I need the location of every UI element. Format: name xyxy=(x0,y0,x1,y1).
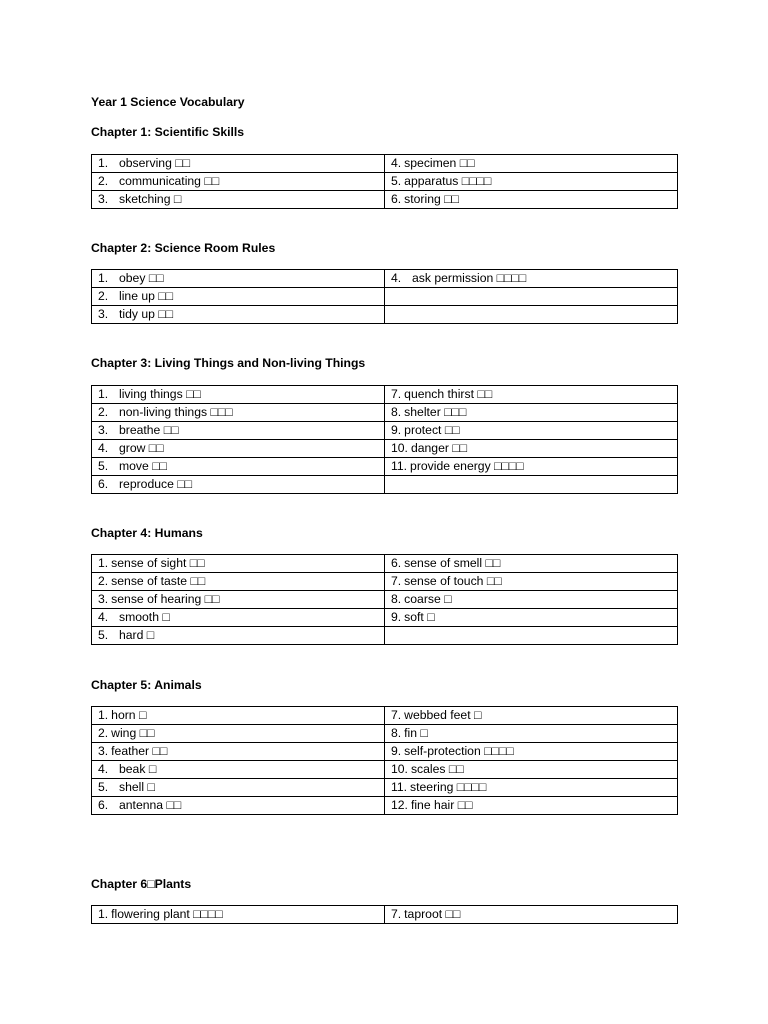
chapter-heading: Chapter 6□Plants xyxy=(91,877,192,891)
vocab-cell xyxy=(385,761,678,779)
vocab-number: 8. xyxy=(391,405,402,419)
vocab-term: shelter □□□ xyxy=(404,405,467,419)
vocab-term: shell □ xyxy=(119,780,155,794)
vocab-term: sense of hearing □□ xyxy=(111,592,220,606)
vocab-number: 11. xyxy=(391,459,408,473)
table-row xyxy=(92,288,678,306)
vocab-cell xyxy=(92,725,385,743)
table-row xyxy=(92,797,678,815)
vocab-term: provide energy □□□□ xyxy=(410,459,524,473)
table-row xyxy=(92,779,678,797)
vocab-cell xyxy=(385,404,678,422)
vocab-cell xyxy=(92,440,385,458)
table-row xyxy=(92,191,678,209)
vocab-term: observing □□ xyxy=(119,156,190,170)
vocab-table xyxy=(91,269,678,324)
table-row xyxy=(92,155,678,173)
vocab-number: 3. xyxy=(98,307,109,321)
vocab-table xyxy=(91,706,678,815)
table-row xyxy=(92,173,678,191)
vocab-term: hard □ xyxy=(119,628,155,642)
vocab-cell xyxy=(385,609,678,627)
table-row xyxy=(92,440,678,458)
vocab-number: 8. xyxy=(391,726,402,740)
table-row xyxy=(92,422,678,440)
table-row xyxy=(92,906,678,924)
vocab-term: scales □□ xyxy=(410,762,464,776)
table-row xyxy=(92,386,678,404)
vocab-cell xyxy=(385,191,678,209)
chapter-heading: Chapter 4: Humans xyxy=(91,526,203,540)
vocab-number: 3. xyxy=(98,744,109,758)
table-row xyxy=(92,609,678,627)
vocab-term: soft □ xyxy=(404,610,435,624)
vocab-cell xyxy=(92,422,385,440)
vocab-term: sense of smell □□ xyxy=(404,556,501,570)
vocab-cell xyxy=(92,191,385,209)
vocab-number: 11. xyxy=(391,780,408,794)
vocab-term: sketching □ xyxy=(119,192,182,206)
vocab-term: living things □□ xyxy=(119,387,201,401)
vocab-term: beak □ xyxy=(119,762,157,776)
vocab-term: webbed feet □ xyxy=(404,708,482,722)
vocab-number: 5. xyxy=(391,174,402,188)
vocab-number: 3. xyxy=(98,423,109,437)
vocab-number: 1. xyxy=(98,156,109,170)
vocab-cell xyxy=(92,906,385,924)
table-row xyxy=(92,404,678,422)
vocab-term: taproot □□ xyxy=(404,907,461,921)
vocab-cell xyxy=(385,591,678,609)
vocab-term: quench thirst □□ xyxy=(404,387,493,401)
vocab-cell xyxy=(92,288,385,306)
vocab-term: antenna □□ xyxy=(119,798,182,812)
vocab-cell xyxy=(385,573,678,591)
vocab-term: specimen □□ xyxy=(404,156,475,170)
vocab-table xyxy=(91,154,678,209)
vocab-number: 7. xyxy=(391,574,402,588)
vocab-term: self-protection □□□□ xyxy=(404,744,514,758)
table-row xyxy=(92,476,678,494)
table-row xyxy=(92,707,678,725)
vocab-cell xyxy=(92,270,385,288)
vocab-number: 2. xyxy=(98,574,109,588)
vocab-number: 1. xyxy=(98,387,109,401)
vocab-cell xyxy=(385,743,678,761)
vocab-term: wing □□ xyxy=(111,726,155,740)
vocab-cell xyxy=(92,173,385,191)
vocab-cell xyxy=(92,404,385,422)
vocab-number: 2. xyxy=(98,726,109,740)
table-row xyxy=(92,591,678,609)
vocab-term: steering □□□□ xyxy=(410,780,487,794)
vocab-term: obey □□ xyxy=(119,271,164,285)
vocab-number: 9. xyxy=(391,610,402,624)
vocab-cell xyxy=(385,306,678,324)
table-row xyxy=(92,306,678,324)
vocab-number: 5. xyxy=(98,628,109,642)
table-row xyxy=(92,458,678,476)
vocab-term: move □□ xyxy=(119,459,167,473)
vocab-number: 1. xyxy=(98,556,109,570)
vocab-number: 10. xyxy=(391,441,408,455)
vocab-cell xyxy=(385,555,678,573)
vocab-cell xyxy=(385,155,678,173)
vocab-number: 1. xyxy=(98,708,109,722)
table-row xyxy=(92,725,678,743)
table-row xyxy=(92,573,678,591)
vocab-cell xyxy=(92,155,385,173)
vocab-cell xyxy=(92,627,385,645)
vocab-cell xyxy=(385,906,678,924)
vocab-term: fine hair □□ xyxy=(410,798,473,812)
vocab-cell xyxy=(385,422,678,440)
vocab-number: 6. xyxy=(98,477,109,491)
vocab-term: sense of taste □□ xyxy=(111,574,206,588)
vocab-term: coarse □ xyxy=(404,592,452,606)
vocab-number: 4. xyxy=(391,271,402,285)
chapter-heading: Chapter 3: Living Things and Non-living Things xyxy=(91,356,366,370)
vocab-cell xyxy=(385,386,678,404)
vocab-cell xyxy=(92,779,385,797)
vocab-term: line up □□ xyxy=(119,289,174,303)
vocab-table xyxy=(91,554,678,645)
vocab-cell xyxy=(385,440,678,458)
vocab-number: 4. xyxy=(391,156,402,170)
table-row xyxy=(92,627,678,645)
vocab-term: tidy up □□ xyxy=(119,307,174,321)
vocab-cell xyxy=(92,476,385,494)
vocab-number: 7. xyxy=(391,387,402,401)
vocab-cell xyxy=(92,707,385,725)
vocab-cell xyxy=(385,797,678,815)
vocab-term: smooth □ xyxy=(119,610,170,624)
vocab-number: 7. xyxy=(391,708,402,722)
vocab-number: 2. xyxy=(98,289,109,303)
vocab-cell xyxy=(92,458,385,476)
vocab-number: 8. xyxy=(391,592,402,606)
vocab-number: 1. xyxy=(98,907,109,921)
vocab-term: apparatus □□□□ xyxy=(404,174,492,188)
vocab-term: fin □ xyxy=(404,726,428,740)
vocab-cell xyxy=(92,386,385,404)
vocab-cell xyxy=(385,627,678,645)
table-row xyxy=(92,270,678,288)
vocab-cell xyxy=(92,555,385,573)
vocab-term: flowering plant □□□□ xyxy=(111,907,223,921)
vocab-table xyxy=(91,905,678,924)
vocab-number: 10. xyxy=(391,762,408,776)
vocab-cell xyxy=(385,270,678,288)
vocab-cell xyxy=(92,743,385,761)
vocab-term: protect □□ xyxy=(404,423,460,437)
vocab-term: grow □□ xyxy=(119,441,164,455)
vocab-term: breathe □□ xyxy=(119,423,179,437)
vocab-term: feather □□ xyxy=(111,744,168,758)
vocab-cell xyxy=(385,779,678,797)
vocab-term: non-living things □□□ xyxy=(119,405,233,419)
vocab-cell xyxy=(92,609,385,627)
vocab-number: 5. xyxy=(98,780,109,794)
vocab-term: horn □ xyxy=(111,708,147,722)
vocab-term: danger □□ xyxy=(410,441,468,455)
vocab-term: storing □□ xyxy=(404,192,459,206)
chapter-heading: Chapter 1: Scientific Skills xyxy=(91,125,245,139)
vocab-number: 9. xyxy=(391,423,402,437)
vocab-cell xyxy=(385,288,678,306)
vocab-term: communicating □□ xyxy=(119,174,220,188)
vocab-term: sense of sight □□ xyxy=(111,556,205,570)
vocab-cell xyxy=(92,591,385,609)
vocab-cell xyxy=(385,725,678,743)
table-row xyxy=(92,761,678,779)
vocab-term: sense of touch □□ xyxy=(404,574,502,588)
chapter-heading: Chapter 5: Animals xyxy=(91,678,202,692)
vocab-number: 1. xyxy=(98,271,109,285)
vocab-cell xyxy=(92,761,385,779)
chapter-heading: Chapter 2: Science Room Rules xyxy=(91,241,276,255)
vocab-number: 3. xyxy=(98,592,109,606)
vocab-cell xyxy=(385,707,678,725)
vocab-number: 6. xyxy=(391,192,402,206)
document-title: Year 1 Science Vocabulary xyxy=(91,95,245,109)
vocab-cell xyxy=(385,173,678,191)
vocab-number: 9. xyxy=(391,744,402,758)
vocab-number: 4. xyxy=(98,441,109,455)
table-row xyxy=(92,743,678,761)
vocab-number: 2. xyxy=(98,405,109,419)
vocab-number: 7. xyxy=(391,907,402,921)
vocab-cell xyxy=(92,797,385,815)
vocab-term: ask permission □□□□ xyxy=(412,271,527,285)
vocab-number: 6. xyxy=(391,556,402,570)
vocab-number: 3. xyxy=(98,192,109,206)
vocab-number: 5. xyxy=(98,459,109,473)
table-row xyxy=(92,555,678,573)
vocab-cell xyxy=(385,458,678,476)
vocab-number: 4. xyxy=(98,610,109,624)
vocab-number: 2. xyxy=(98,174,109,188)
vocab-cell xyxy=(385,476,678,494)
vocab-number: 4. xyxy=(98,762,109,776)
vocab-number: 12. xyxy=(391,798,408,812)
vocab-cell xyxy=(92,573,385,591)
vocab-table xyxy=(91,385,678,494)
vocab-cell xyxy=(92,306,385,324)
vocab-number: 6. xyxy=(98,798,109,812)
vocab-term: reproduce □□ xyxy=(119,477,192,491)
